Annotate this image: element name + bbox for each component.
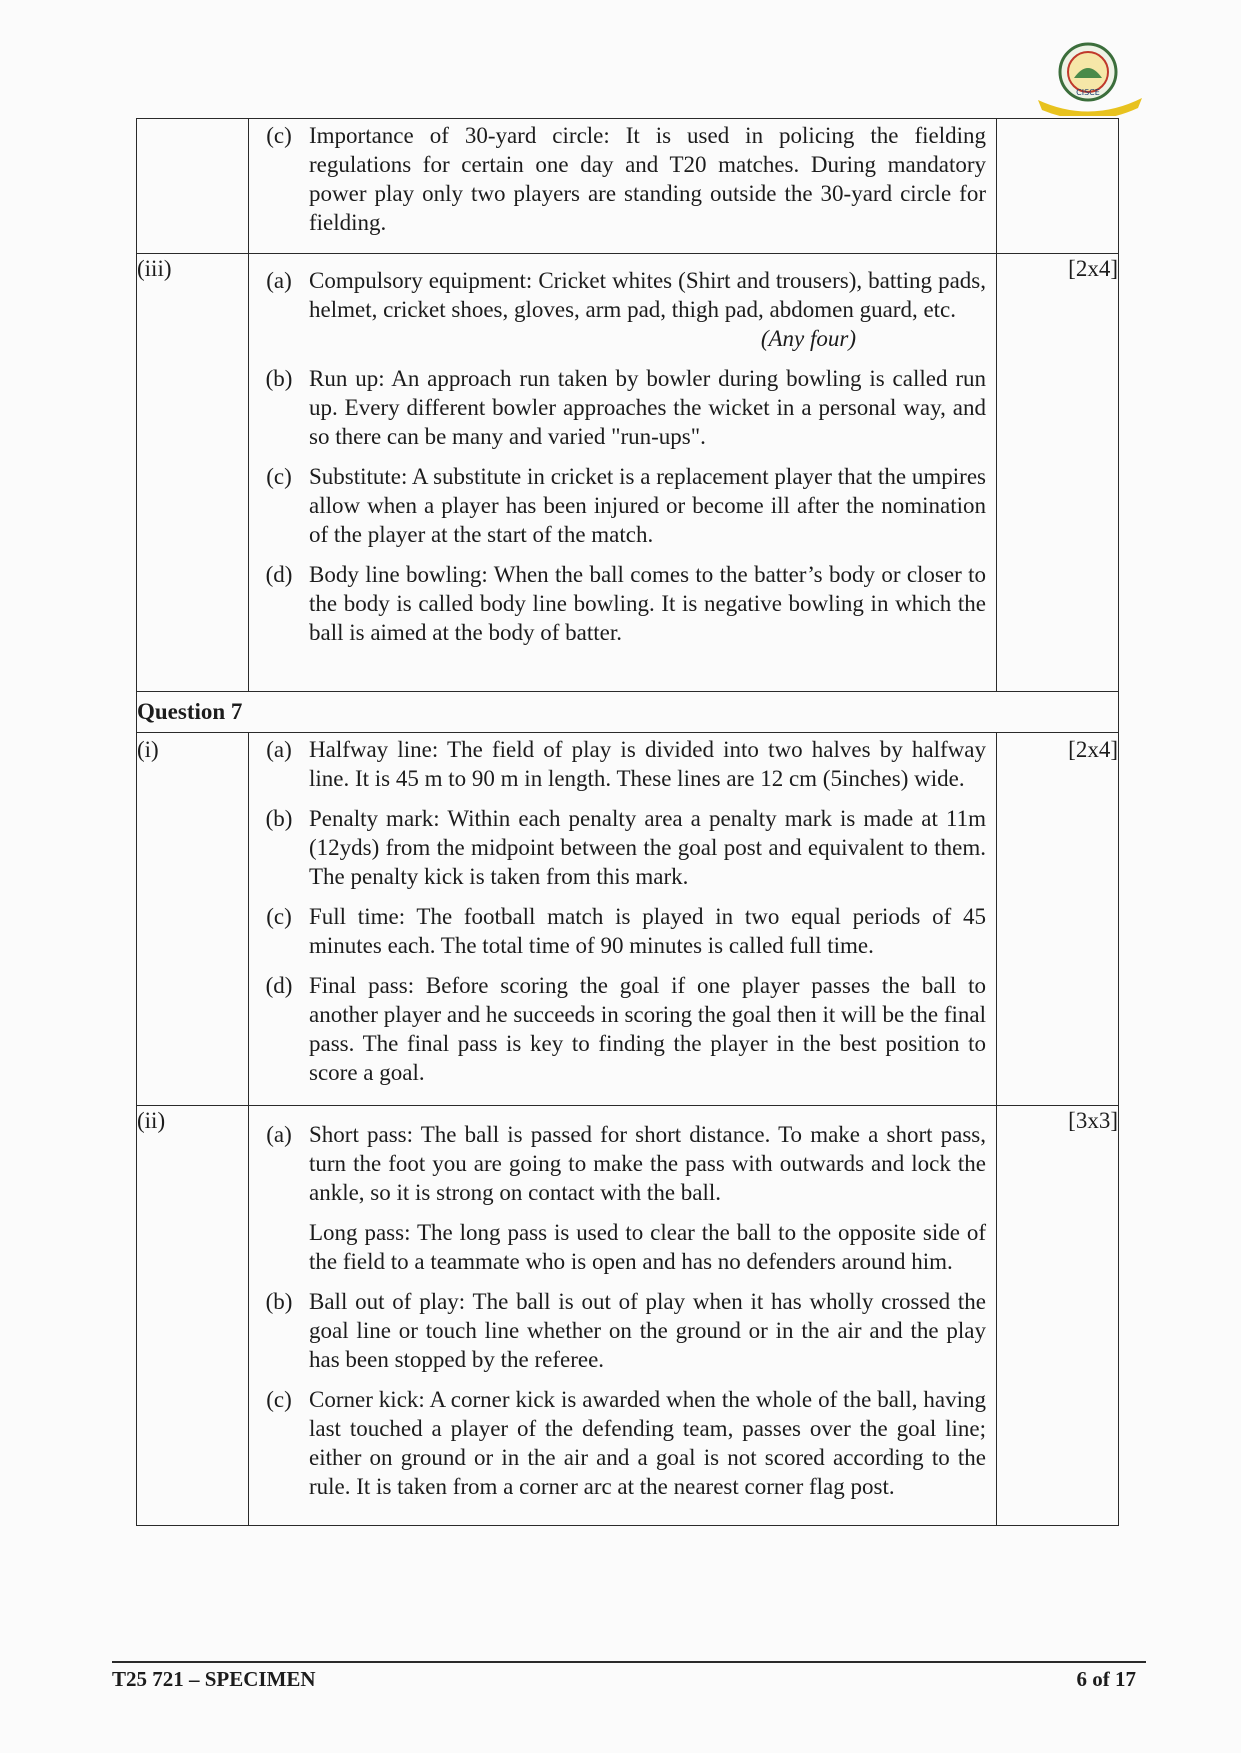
answer-item: (c) Importance of 30-yard circle: It is used in policing the fielding regulations for certain one day and T20 matches. During mandatory power play only two players are standing outside the 30-yard circle for fielding. <box>266 123 986 235</box>
svg-text:CISCE: CISCE <box>1076 88 1100 97</box>
footer-divider <box>112 1661 1146 1663</box>
table-row <box>137 692 1119 733</box>
any-four-note: (Any four) <box>760 326 856 351</box>
answer-item: (c) Substitute: A substitute in cricket is a replacement player that the umpires allow when a player has been injured or become ill after the nomination of the player at the start of the match. <box>266 464 986 547</box>
table-row <box>137 119 1119 254</box>
table-row <box>137 254 1119 692</box>
page-number: 6 of 17 <box>1076 1667 1136 1691</box>
paper-code: T25 721 – SPECIMEN <box>112 1667 316 1691</box>
cisce-logo <box>1030 38 1148 116</box>
table-row <box>137 733 1119 1106</box>
answer-item: (d) Final pass: Before scoring the goal if one player passes the ball to another player and he succeeds in scoring the goal then it will be the final pass. The final pass is key to finding the player in the best position to score a goal. <box>265 973 986 1085</box>
answer-item: (b) Penalty mark: Within each penalty area a penalty mark is made at 11m (12yds) from the midpoint between the goal post and equivalent to them. The penalty kick is taken from this mark. <box>265 806 986 889</box>
answer-item: (a) Short pass: The ball is passed for short distance. To make a short pass, turn the foot you are going to make the pass with outwards and lock the ankle, so it is strong on contact with the ball. <box>266 1122 986 1205</box>
marks-label: [3x3] <box>997 1106 1119 1526</box>
answer-item: (a) Halfway line: The field of play is divided into two halves by halfway line. It is 45 m to 90 m in length. These lines are 12 cm (5inches) wide. <box>266 737 986 791</box>
answer-item: (a) Compulsory equipment: Cricket whites (Shirt and trousers), batting pads, helmet, cricket shoes, gloves, arm pad, thigh pad, abdomen guard, etc. (Any four) <box>266 268 986 351</box>
answer-item: (c) Corner kick: A corner kick is awarded when the whole of the ball, having last touched a player of the defending team, passes over the goal line; either on ground or in the air and a goal is not scored according to the rule. It is taken from a corner arc at the nearest corner flag post. <box>266 1387 986 1499</box>
question-label-cell <box>137 119 249 254</box>
marks-label: [2x4] <box>997 254 1119 692</box>
marking-scheme-table <box>136 118 1119 1526</box>
marks-cell <box>997 119 1119 254</box>
answer-paragraph: Long pass: The long pass is used to clear the ball to the opposite side of the field to a teammate who is open and has no defenders around him. <box>309 1220 986 1274</box>
table-row <box>137 1106 1119 1526</box>
question-label: (iii) <box>137 254 249 692</box>
answer-item: (c) Full time: The football match is played in two equal periods of 45 minutes each. The total time of 90 minutes is called full time. <box>266 904 986 958</box>
answer-item: (d) Body line bowling: When the ball comes to the batter’s body or closer to the body is called body line bowling. It is negative bowling in which the ball is aimed at the body of batter. <box>265 562 986 645</box>
question-label: (ii) <box>137 1106 249 1526</box>
question-heading: Question 7 <box>137 692 1119 733</box>
answer-item: (b) Run up: An approach run taken by bowler during bowling is called run up. Every different bowler approaches the wicket in a personal way, and so there can be many and varied "run-ups". <box>265 366 986 449</box>
marks-label: [2x4] <box>997 733 1119 1106</box>
question-label: (i) <box>137 733 249 1106</box>
answer-item: (b) Ball out of play: The ball is out of play when it has wholly crossed the goal line or touch line whether on the ground or in the air and the play has been stopped by the referee. <box>265 1289 986 1372</box>
